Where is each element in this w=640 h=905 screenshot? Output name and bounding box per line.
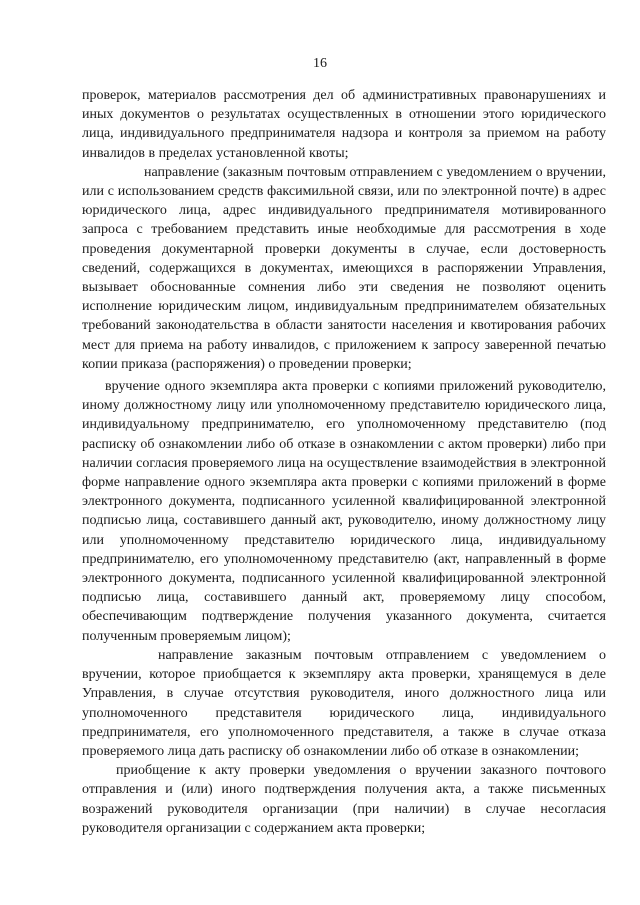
paragraph-4: направление заказным почтовым отправлением с уведомлением о вручении, которое приобщается к экземпляру акта проверки, хранящемуся в деле Управления, в случае отсутствия руководителя, иного должностного лица или уполномоченного представителя юридического лица, индивидуального предпринимателя, его уполномоченного представителя, а также в случае отказа проверяемого лица дать расписку об ознакомлении либо об отказе в ознакомлении; <box>82 647 606 759</box>
document-body <box>82 86 606 838</box>
paragraph-5: приобщение к акту проверки уведомления о вручении заказного почтового отправления и (или) иного подтверждения получения акта, а также письменных возражений руководителя организации (при наличии) в случае несогласия руководителя организации с содержанием акта проверки; <box>82 763 606 836</box>
page-number: 16 <box>313 56 327 71</box>
paragraph-2: направление (заказным почтовым отправлением с уведомлением о вручении, или с использованием средств факсимильной связи, или по электронной почте) в адрес юридического лица, адрес индивидуального предпринимателя мотивированного запроса с требованием представить иные необходимые для рассмотрения в ходе проведения документарной проверки документы в случае, если достоверность сведений, содержащихся в документах, имеющихся в распоряжении Управления, вызывает обоснованные сомнения либо эти сведения не позволяют оценить исполнение юридическим лицом, индивидуальным предпринимателем обязательных требований законодательства в области занятости населения и квотирования рабочих мест для приема на работу инвалидов, с приложением к запросу заверенной печатью копии приказа (распоряжения) о проведении проверки; <box>82 164 606 372</box>
paragraph-3: вручение одного экземпляра акта проверки с копиями приложений руководителю, иному должностному лицу или уполномоченному представителю юридического лица, индивидуальному предпринимателю, его уполномоченному представителю (под расписку об ознакомлении либо об отказе в ознакомлении с актом проверки) либо при наличии согласия проверяемого лица на осуществление взаимодействия в электронной форме направление одного экземпляра акта проверки с копиями приложений в форме электронного документа, подписанного усиленной квалифицированной электронной подписью лица, составившего данный акт, руководителю, иному должностному лицу или уполномоченному представителю юридического лица, индивидуальному предпринимателю, его уполномоченному представителю (акт, направленный в форме электронного документа, подписанного усиленной квалифицированной электронной подписью лица, составившего данный акт, проверяемому лицу способом, обеспечивающим подтверждение получения указанного документа, считается полученным проверяемым лицом); <box>82 379 606 644</box>
paragraph-1: проверок, материалов рассмотрения дел об административных правонарушениях и иных документов о результатах осуществленных в отношении этого юридического лица, индивидуального предпринимателя надзора и контроля за приемом на работу инвалидов в пределах установленной квоты; <box>82 88 606 161</box>
